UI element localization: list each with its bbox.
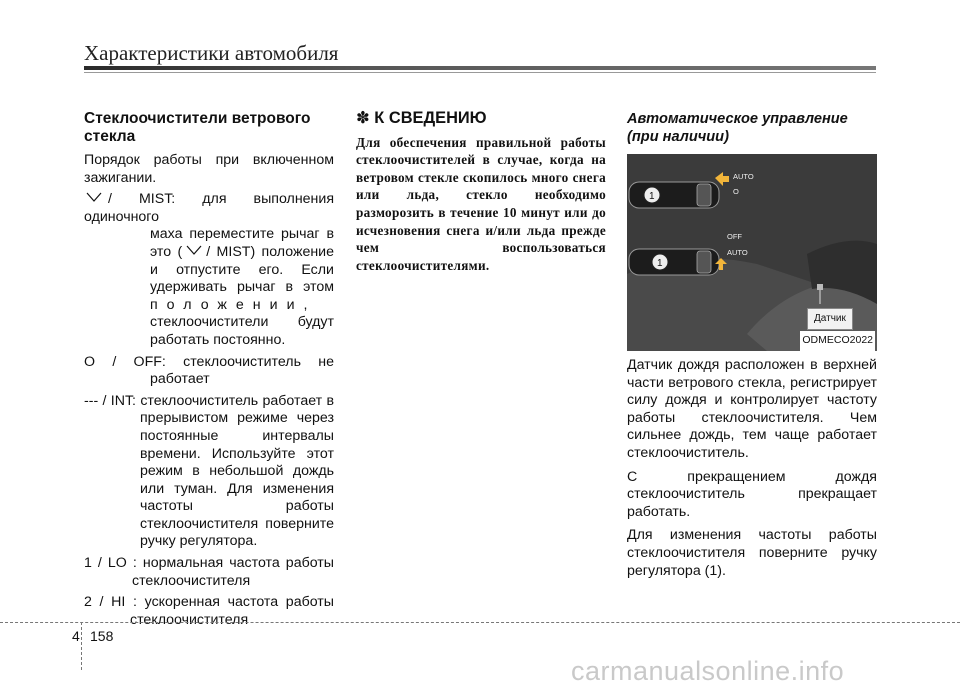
definition-lo-term: 1 / LO : (84, 555, 137, 572)
note-body: Для обеспечения правильной работы стеклоочистителей в случае, когда на ветровом стекле скопилось много снега или льда, стекло необходимо разморозить в течение 10 минут или до исчезновения снега и/или льда прежде чем воспользоваться стеклоочистителями. (356, 134, 606, 273)
definition-int-body: прерывистом режиме через постоянные интервалы времени. Используйте этот режим в небольшой дождь или туман. Для изменения частоты работы стеклоочистителя поверните ручку регулятора. (140, 410, 334, 550)
footer-dashed-divider (81, 622, 82, 670)
definition-int-first (84, 393, 334, 411)
header-bar-thin (84, 72, 876, 73)
definition-hi-first (84, 594, 334, 612)
note-title-text: К СВЕДЕНИЮ (374, 109, 487, 127)
page-number: 158 (90, 628, 114, 644)
definition-off-body: работает (150, 371, 210, 388)
mist-chevron-icon-inline (186, 245, 202, 256)
section-heading-auto-line1: Автоматическое управление (627, 111, 848, 127)
definition-mist-first (84, 191, 334, 226)
column-wipers (84, 110, 334, 633)
definition-mist-first-line: для выполнения одиночного (84, 191, 334, 225)
definition-hi (84, 594, 334, 629)
definition-hi-term: 2 / HI : (84, 594, 137, 611)
footer-dashed-line (0, 622, 960, 623)
definition-off-term: O / OFF: (84, 353, 166, 370)
svg-text:1: 1 (649, 191, 655, 202)
definition-mist (84, 191, 334, 349)
rain-sensor-figure (627, 154, 877, 351)
switch2-label-off: OFF (727, 232, 742, 241)
definition-int-term: --- / INT: (84, 392, 136, 409)
definition-lo-first-line: нормальная частота работы (142, 555, 334, 572)
watermark: carmanualsonline.info (571, 656, 845, 686)
mist-chevron-icon (86, 192, 102, 203)
switch1-label-auto: AUTO (733, 172, 754, 181)
page-header-title: Характеристики автомобиля (84, 41, 339, 65)
intro-paragraph: Порядок работы при включенном зажигании. (84, 152, 334, 186)
section-heading-auto (627, 110, 877, 146)
note-title (356, 110, 606, 128)
definition-mist-body-end: стеклоочистители будут работать постоянно. (150, 314, 334, 348)
definition-mist-body (84, 226, 334, 349)
definition-int-first-line: стеклоочиститель работает в (140, 392, 334, 409)
section-heading-auto-line2: (при наличии) (627, 129, 729, 145)
definition-mist-term: / MIST: (108, 191, 176, 208)
auto-paragraph-1: Датчик дождя расположен в верхней части ветрового стекла, регистрирует силу дождя и контролирует частоту работы стеклоочистителя. Чем сильнее дождь, тем чаще работает стеклоочиститель. (627, 357, 877, 461)
page-section-number: 4 (72, 628, 80, 644)
definition-mist-body-post: / MIST) положение и отпустите его. Если удерживать рычаг в этом (150, 243, 334, 296)
definition-off-first-line: стеклоочиститель не (183, 353, 334, 370)
sensor-label: Датчик (807, 308, 853, 330)
column-auto-control (627, 110, 877, 584)
definition-mist-spaced: положении, (150, 296, 317, 313)
definition-off-first (84, 354, 334, 372)
definition-hi-first-line: ускоренная частота работы (144, 594, 334, 611)
definition-lo-first (84, 555, 334, 573)
switch2-label-auto: AUTO (727, 248, 748, 257)
definition-lo-body: стеклоочистителя (132, 572, 251, 589)
auto-paragraph-2-rest: стеклоочиститель прекращает работать. (627, 486, 877, 520)
definition-off (84, 354, 334, 389)
header-bar (84, 66, 876, 70)
auto-paragraph-3: Для изменения частоты работы стеклоочистителя поверните ручку регулятора (1). (627, 527, 877, 579)
auto-paragraph-2 (627, 469, 877, 522)
section-heading-wipers: Стеклоочистители ветрового стекла (84, 110, 311, 145)
definition-int (84, 393, 334, 551)
definition-lo (84, 555, 334, 590)
note-asterisk-icon: ✽ (356, 109, 370, 127)
svg-text:1: 1 (657, 258, 663, 269)
definition-hi-body: стеклоочистителя (130, 611, 249, 628)
switch1-label-o: O (733, 187, 739, 196)
column-note (356, 110, 606, 274)
figure-code: ODMECO2022 (800, 331, 875, 351)
auto-paragraph-2-first: С прекращением дождя (627, 468, 877, 485)
definition-mist-body-pre: маха переместите рычаг в это ( (150, 226, 334, 260)
